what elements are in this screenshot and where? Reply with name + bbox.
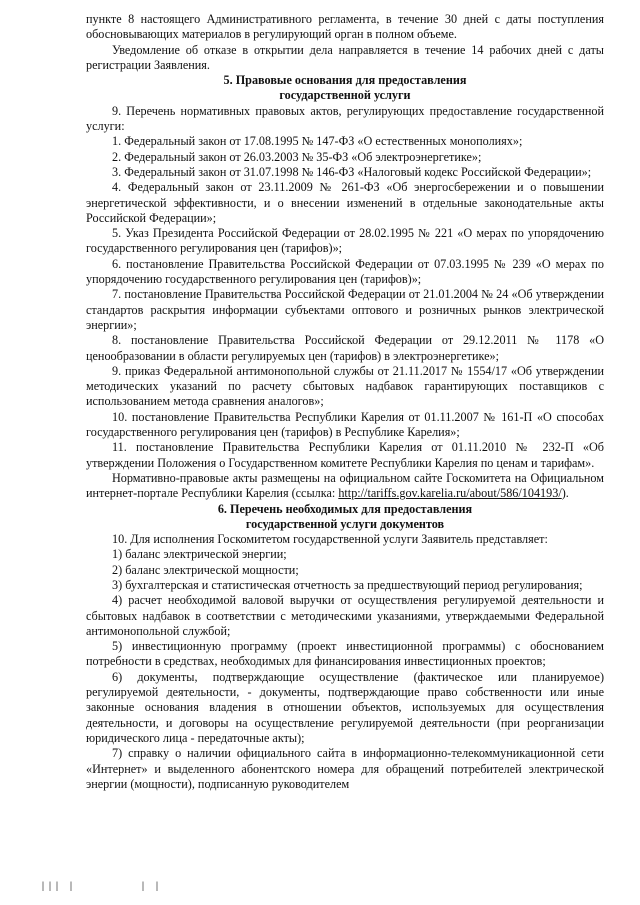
s5-item-9: 9. приказ Федеральной антимонопольной службы от 21.11.2017 № 1554/17 «Об утверждении методических указаний по расчету сбытовых надбавок гарантирующих поставщиков с использованием метода сравнения аналогов»; bbox=[86, 363, 604, 409]
footer-mark-2: | | bbox=[140, 882, 162, 893]
s5-item-4: 4. Федеральный закон от 23.11.2009 № 261-ФЗ «Об энергосбережении и о повышении энергетической эффективности, и о внесении изменений в отдельные законодательные акты Российской Федерации»; bbox=[86, 180, 604, 225]
s5-item-2: 2. Федеральный закон от 26.03.2003 № 35-ФЗ «Об электроэнергетике»; bbox=[112, 149, 482, 164]
s6-item-5: 5) инвестиционную программу (проект инвестиционной программы) с обоснованием потребности в средствах, необходимых для финансирования инвестиционных проектов; bbox=[86, 639, 604, 669]
s6-item-0: 10. Для исполнения Госкомитетом государственной услуги Заявитель представляет: bbox=[112, 532, 548, 547]
s6-item-1: 1) баланс электрической энергии; bbox=[112, 547, 287, 562]
s6-item-2: 2) баланс электрической мощности; bbox=[112, 562, 299, 577]
section-5-title-line-1: 5. Правовые основания для предоставления bbox=[223, 73, 467, 88]
section-6-title-line-1: 6. Перечень необходимых для предоставления bbox=[217, 501, 473, 516]
s5-item-6: 6. постановление Правительства Российской Федерации от 07.03.1995 № 239 «О мерах по упорядочению государственного регулирования цен (тарифов)»; bbox=[86, 256, 604, 287]
s5-item-10: 10. постановление Правительства Республики Карелия от 01.11.2007 № 161-П «О способах государственного регулирования цен (тарифов) в Республике Карелия»; bbox=[86, 409, 604, 440]
s5-item-5: 5. Указ Президента Российской Федерации от 28.02.1995 № 221 «О мерах по упорядочению государственного регулирования цен (тарифов)»; bbox=[86, 226, 604, 256]
s5-item-7: 7. постановление Правительства Российской Федерации от 21.01.2004 № 24 «Об утверждении стандартов раскрытия информации субъектами оптового и розничных рынков электрической энергии»; bbox=[86, 287, 604, 332]
s5-note bbox=[86, 471, 604, 502]
footer-mark-1: ||| | bbox=[40, 882, 76, 893]
paragraph-intro-2: Уведомление об отказе в открытии дела направляется в течение 14 рабочих дней с даты регистрации Заявления. bbox=[86, 42, 604, 72]
s6-item-6: 6) документы, подтверждающие осуществление (фактическое или планируемое) регулируемой деятельности, - документы, подтверждающие право собственности или иные законные основания владения в отношении объектов, используемых для осуществления деятельности, и договоры на осуществление регулируемой деятельности (при реорганизации юридического лица - передаточные акты); bbox=[86, 669, 604, 745]
s6-item-7: 7) справку о наличии официального сайта в информационно-телекоммуникационной сети «Интернет» и выделенного абонентского номера для обращений потребителей электрической энергии (мощности), подписанную руководителем bbox=[86, 746, 604, 791]
s5-item-1: 1. Федеральный закон от 17.08.1995 № 147-ФЗ «О естественных монополиях»; bbox=[112, 134, 523, 149]
s5-item-11: 11. постановление Правительства Республики Карелия от 01.11.2010 № 232-П «Об утверждении Положения о Государственном комитете Республики Карелия по ценам и тарифам». bbox=[86, 440, 604, 470]
s5-item-0: 9. Перечень нормативных правовых актов, регулирующих предоставление государственной услуги: bbox=[86, 103, 604, 134]
section-6-title-line-2: государственной услуги документов bbox=[245, 516, 445, 531]
s6-item-4: 4) расчет необходимой валовой выручки от осуществления регулируемой деятельности и сбытовых надбавок в соответствии с методическими указаниями, утверждаемыми Федеральной антимонопольной службой; bbox=[86, 593, 604, 638]
scan-footer-marks bbox=[40, 882, 219, 893]
section-5-title-line-2: государственной услуги bbox=[279, 88, 411, 103]
document-page bbox=[86, 12, 604, 792]
paragraph-intro-1: пункте 8 настоящего Административного регламента, в течение 30 дней с даты поступления обосновывающих материалов в регулирующий орган в полном объеме. bbox=[86, 12, 604, 42]
s5-note-text: Нормативно-правовые акты размещены на официальном сайте Госкомитета на Официальном интернет-портале Республики Карелия (ссылка: bbox=[86, 470, 604, 501]
s5-note-end: ). bbox=[561, 486, 569, 501]
s5-item-8: 8. постановление Правительства Российской Федерации от 29.12.2011 № 1178 «О ценообразовании в области регулируемых цен (тарифов) в электроэнергетике»; bbox=[86, 333, 604, 363]
s6-item-3: 3) бухгалтерская и статистическая отчетность за предшествующий период регулирования; bbox=[112, 577, 583, 592]
s5-item-3: 3. Федеральный закон от 31.07.1998 № 146-ФЗ «Налоговый кодекс Российской Федерации»; bbox=[112, 164, 592, 179]
tariffs-link[interactable]: http://tariffs.gov.karelia.ru/about/586/104193/ bbox=[338, 486, 562, 501]
